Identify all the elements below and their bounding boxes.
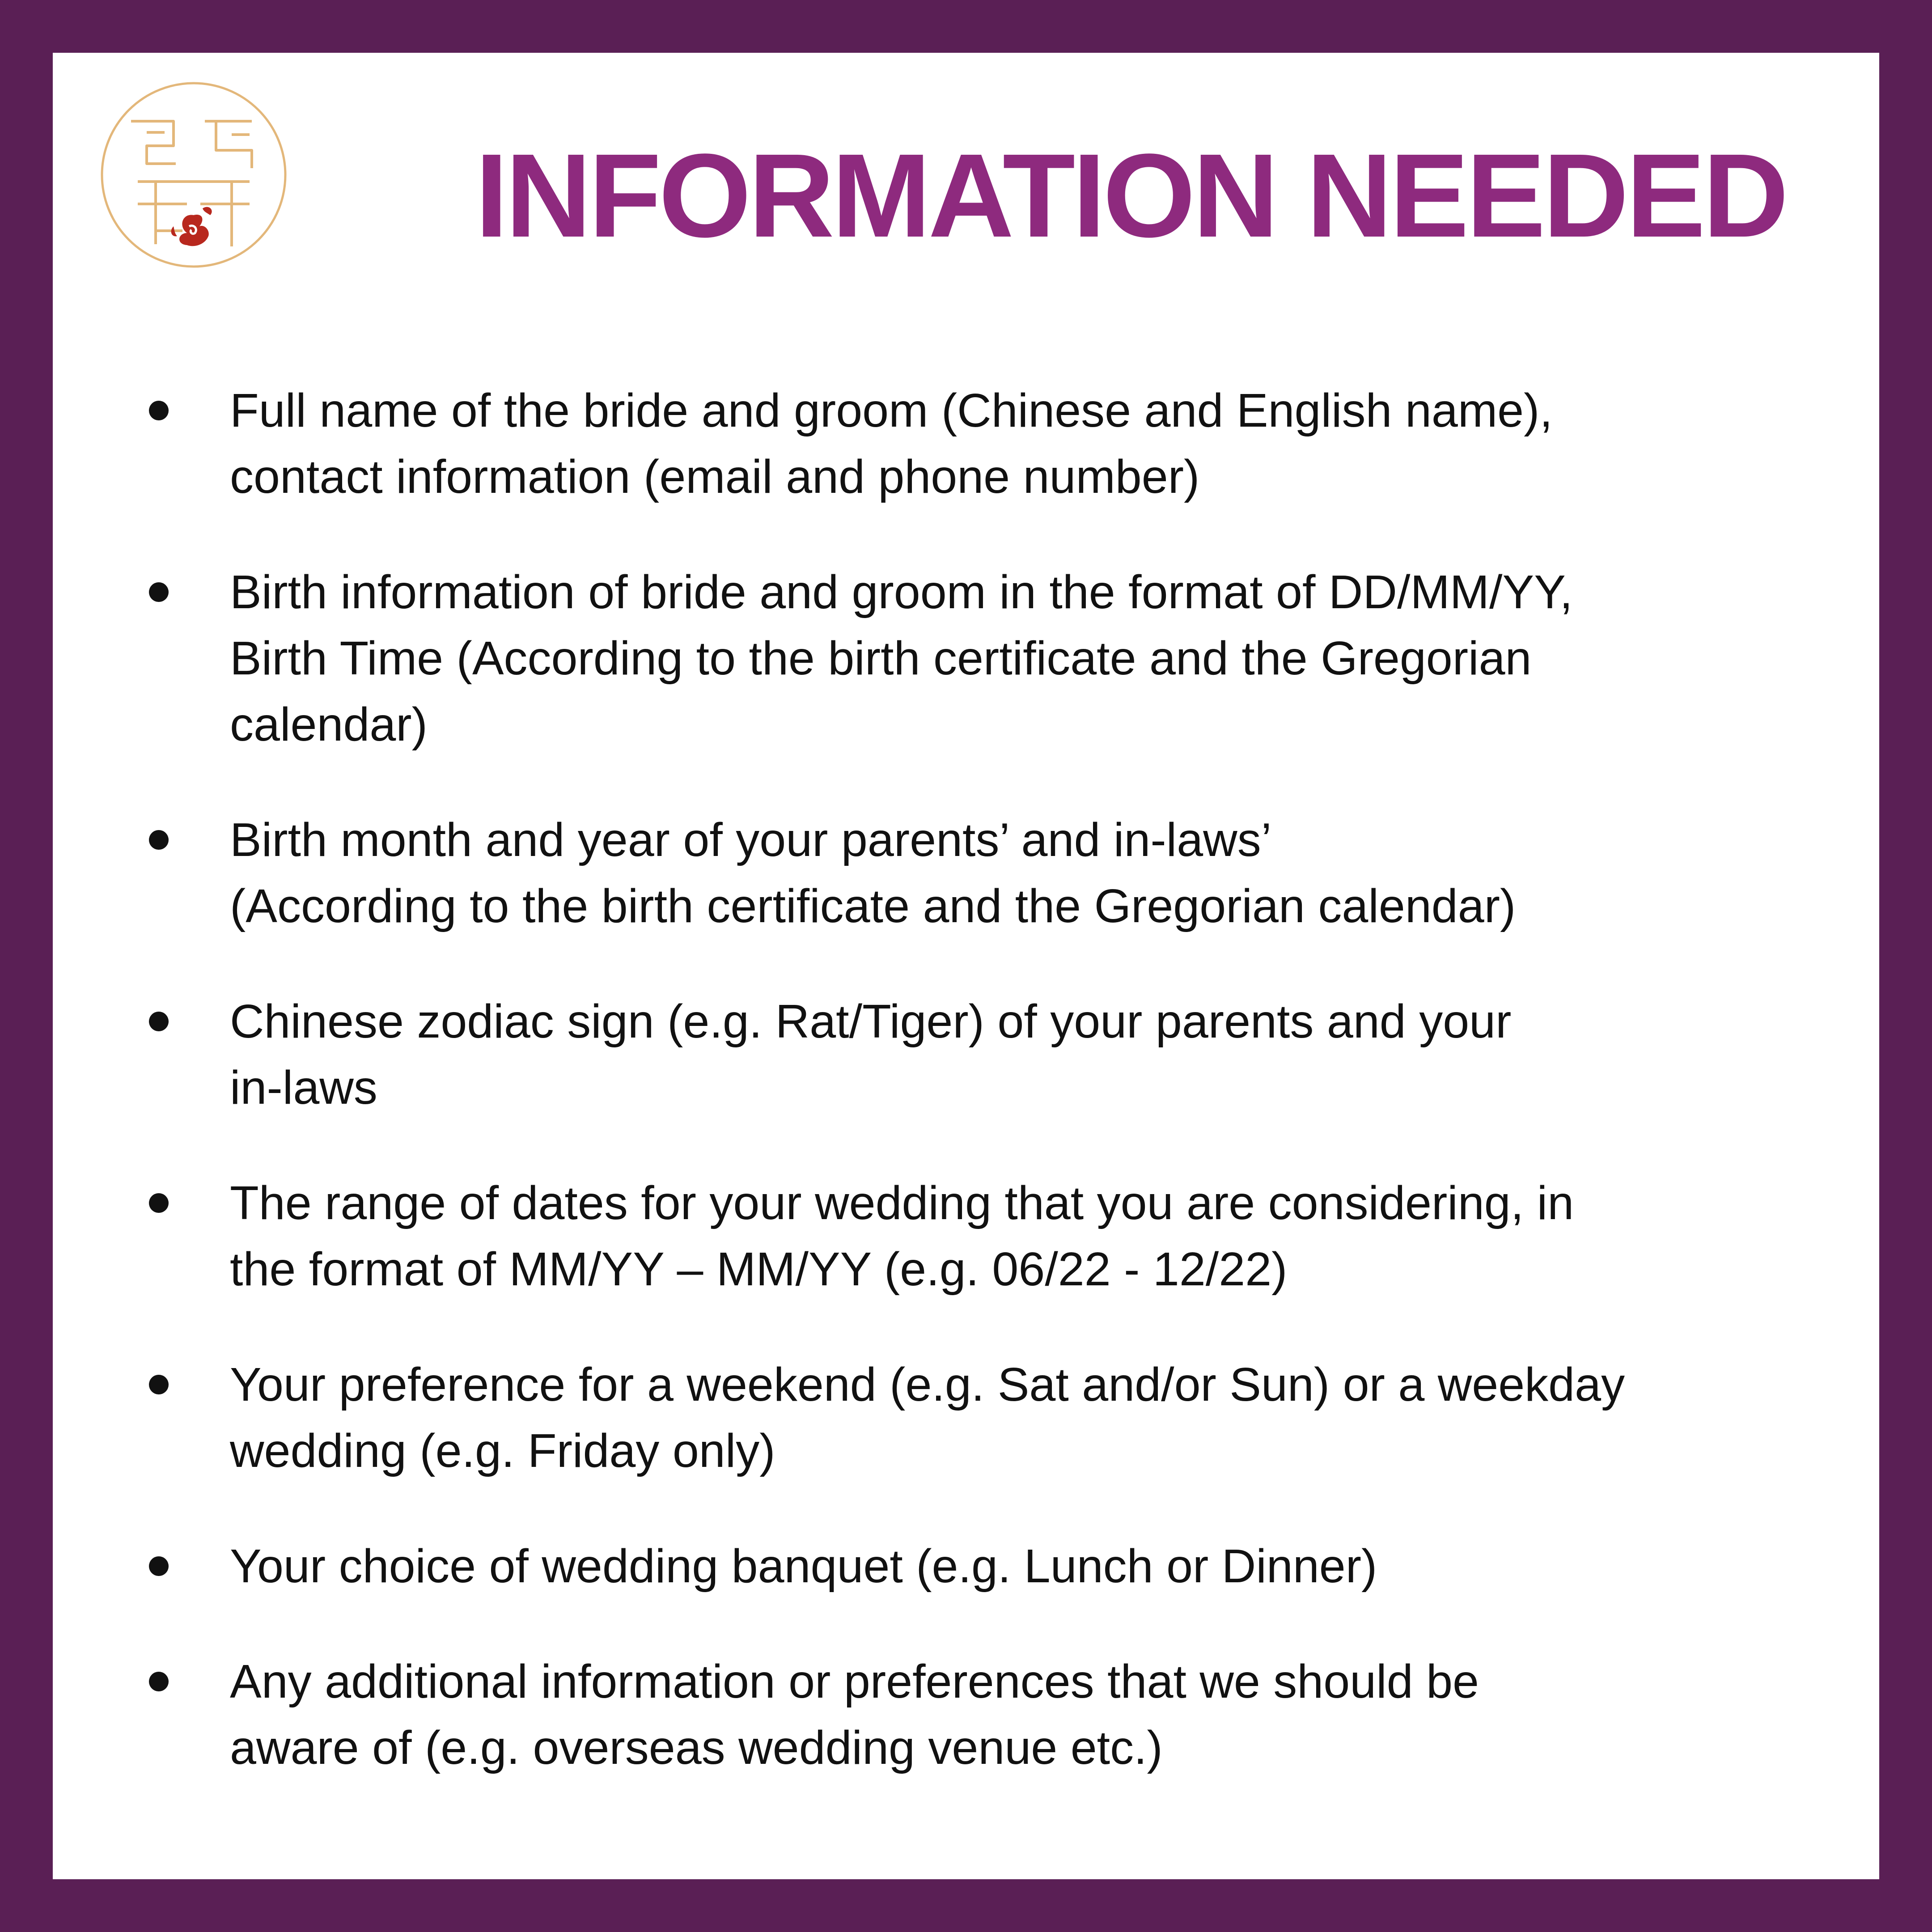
list-item: [53, 988, 1879, 1121]
list-item-text: Chinese zodiac sign (e.g. Rat/Tiger) of your parents and your in-laws: [230, 995, 1512, 1114]
list-item-text: Any additional information or preferences that we should be aware of (e.g. overseas wedding venue etc.): [230, 1655, 1479, 1774]
bullet-icon: [149, 1672, 169, 1691]
list-item: [53, 807, 1879, 939]
bullet-icon: [149, 830, 169, 850]
list-item-text: The range of dates for your wedding that you are considering, in the format of MM/YY – MM/YY (e.g. 06/22 - 12/22): [230, 1177, 1574, 1296]
bullet-icon: [149, 1556, 169, 1576]
list-item-text: Birth information of bride and groom in the format of DD/MM/YY, Birth Time (According to the birth certificate and the Gregorian calendar): [230, 566, 1573, 751]
list-item: [53, 1648, 1879, 1781]
page-title: INFORMATION NEEDED: [475, 129, 1786, 262]
bullet-icon: [149, 1375, 169, 1394]
bullet-icon: [149, 1193, 169, 1213]
bullet-icon: [149, 401, 169, 420]
list-item: [53, 1533, 1879, 1599]
list-item-text: Your preference for a weekend (e.g. Sat and/or Sun) or a weekday wedding (e.g. Friday only): [230, 1358, 1625, 1477]
seal-logo-icon: [97, 79, 290, 271]
list-item: [53, 1170, 1879, 1302]
list-item: [53, 559, 1879, 758]
content-card: [53, 53, 1879, 1879]
list-item: [53, 377, 1879, 510]
list-item-text: Full name of the bride and groom (Chinese and English name), contact information (email and phone number): [230, 384, 1553, 503]
information-list: [53, 377, 1879, 1830]
list-item-text: Birth month and year of your parents’ and in-laws’ (According to the birth certificate and the Gregorian calendar): [230, 813, 1516, 932]
bullet-icon: [149, 582, 169, 602]
list-item-text: Your choice of wedding banquet (e.g. Lunch or Dinner): [230, 1540, 1377, 1593]
list-item: [53, 1352, 1879, 1484]
bullet-icon: [149, 1012, 169, 1031]
